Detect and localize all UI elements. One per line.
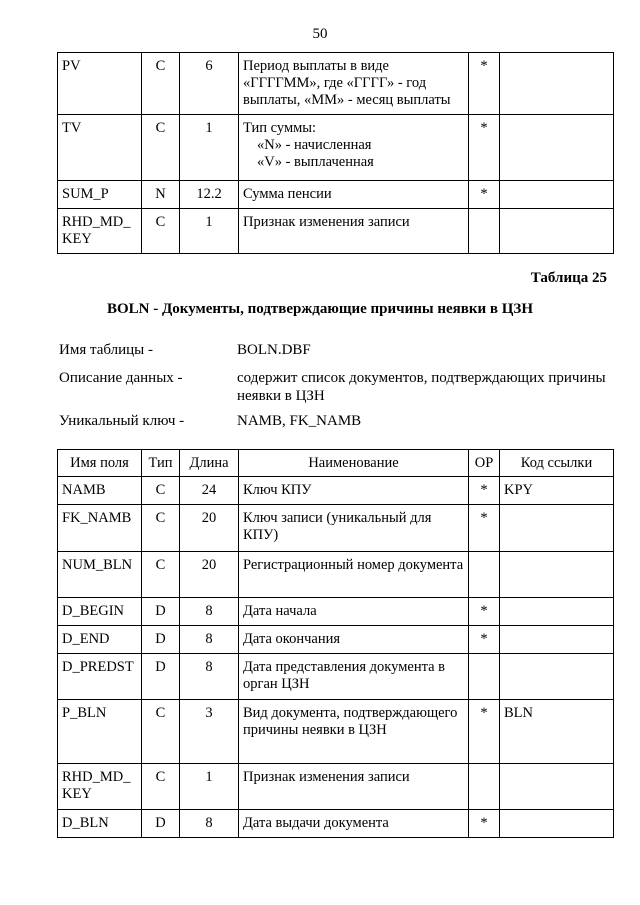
field-length-cell: 8: [180, 598, 239, 626]
header-length: Длина: [180, 450, 239, 477]
field-type-cell: C: [142, 53, 180, 115]
field-name-cell: D_BEGIN: [58, 598, 142, 626]
header-op: ОР: [469, 450, 500, 477]
field-length-cell: 6: [180, 53, 239, 115]
field-type-cell: C: [142, 552, 180, 598]
field-description-cell: Дата выдачи документа: [239, 810, 469, 838]
field-name-cell: NUM_BLN: [58, 552, 142, 598]
description-label: Описание данных -: [59, 370, 183, 386]
field-op-cell: *: [469, 810, 500, 838]
field-op-cell: [469, 209, 500, 254]
field-type-cell: C: [142, 477, 180, 505]
field-description-cell: Сумма пенсии: [239, 181, 469, 209]
field-description-cell: Ключ записи (уникальный для КПУ): [239, 505, 469, 552]
field-name-cell: SUM_P: [58, 181, 142, 209]
field-ref-cell: [500, 53, 614, 115]
table-row: [58, 115, 614, 181]
table-title: BOLN - Документы, подтверждающие причины неявки в ЦЗН: [106, 301, 534, 317]
field-ref-cell: KPY: [500, 477, 614, 505]
field-type-cell: C: [142, 700, 180, 764]
field-ref-cell: BLN: [500, 700, 614, 764]
field-ref-cell: [500, 654, 614, 700]
field-length-cell: 1: [180, 209, 239, 254]
field-type-cell: D: [142, 598, 180, 626]
field-length-cell: 20: [180, 552, 239, 598]
field-length-cell: 3: [180, 700, 239, 764]
table-row: [58, 552, 614, 598]
table-row: [58, 477, 614, 505]
field-length-cell: 1: [180, 115, 239, 181]
table-name-label: Имя таблицы -: [59, 342, 153, 358]
field-description-cell: Ключ КПУ: [239, 477, 469, 505]
field-name-cell: RHD_MD_ KEY: [58, 209, 142, 254]
field-op-cell: *: [469, 505, 500, 552]
table-row: [58, 53, 614, 115]
field-ref-cell: [500, 505, 614, 552]
field-ref-cell: [500, 209, 614, 254]
table-row: [58, 209, 614, 254]
field-type-cell: C: [142, 764, 180, 810]
unique-key-label: Уникальный ключ -: [59, 413, 185, 429]
unique-key-value: NAMB, FK_NAMB: [237, 413, 362, 429]
table-header-row: [58, 450, 614, 477]
field-length-cell: 8: [180, 654, 239, 700]
field-description-cell: Регистрационный номер документа: [239, 552, 469, 598]
table-row: [58, 505, 614, 552]
table-row: [58, 654, 614, 700]
field-op-cell: [469, 654, 500, 700]
field-description-cell: Признак изменения записи: [239, 209, 469, 254]
field-name-cell: D_BLN: [58, 810, 142, 838]
field-ref-cell: [500, 598, 614, 626]
field-op-cell: [469, 764, 500, 810]
field-op-cell: *: [469, 700, 500, 764]
field-description-cell: Период выплаты в виде «ГГГГММ», где «ГГГГ» - год выплаты, «ММ» - месяц выплаты: [239, 53, 469, 115]
field-name-cell: FK_NAMB: [58, 505, 142, 552]
field-op-cell: [469, 552, 500, 598]
field-type-cell: C: [142, 505, 180, 552]
field-type-cell: D: [142, 810, 180, 838]
field-op-cell: *: [469, 115, 500, 181]
field-description-cell: Дата окончания: [239, 626, 469, 654]
field-description-cell: Вид документа, подтверждающего причины неявки в ЦЗН: [239, 700, 469, 764]
field-name-cell: NAMB: [58, 477, 142, 505]
field-ref-cell: [500, 626, 614, 654]
description-value: содержит список документов, подтверждающих причины неявки в ЦЗН: [237, 370, 606, 404]
field-op-cell: *: [469, 53, 500, 115]
field-length-cell: 20: [180, 505, 239, 552]
table-row: [58, 598, 614, 626]
description-line: «N» - начисленная: [257, 137, 372, 153]
boln-fields-table: [57, 449, 614, 838]
field-name-cell: RHD_MD_ KEY: [58, 764, 142, 810]
field-ref-cell: [500, 810, 614, 838]
field-type-cell: C: [142, 115, 180, 181]
header-description: Наименование: [239, 450, 469, 477]
field-name-cell: P_BLN: [58, 700, 142, 764]
field-length-cell: 24: [180, 477, 239, 505]
field-name-cell: TV: [58, 115, 142, 181]
description-heading: Тип суммы:: [243, 120, 317, 136]
table-row: [58, 700, 614, 764]
description-line: «V» - выплаченная: [257, 154, 374, 170]
field-description-cell: [239, 115, 469, 181]
field-description-cell: Дата начала: [239, 598, 469, 626]
field-ref-cell: [500, 115, 614, 181]
header-ref-code: Код ссылки: [500, 450, 614, 477]
table-row: [58, 764, 614, 810]
field-length-cell: 12.2: [180, 181, 239, 209]
page-number: 50: [312, 26, 328, 42]
table-row: [58, 181, 614, 209]
field-op-cell: *: [469, 181, 500, 209]
header-type: Тип: [142, 450, 180, 477]
field-type-cell: N: [142, 181, 180, 209]
field-op-cell: *: [469, 477, 500, 505]
header-field-name: Имя поля: [58, 450, 142, 477]
field-op-cell: *: [469, 598, 500, 626]
table-row: [58, 626, 614, 654]
field-type-cell: C: [142, 209, 180, 254]
field-op-cell: *: [469, 626, 500, 654]
field-type-cell: D: [142, 626, 180, 654]
continued-fields-table: [57, 52, 614, 254]
field-description-cell: Признак изменения записи: [239, 764, 469, 810]
field-length-cell: 1: [180, 764, 239, 810]
table-row: [58, 810, 614, 838]
field-name-cell: D_PREDST: [58, 654, 142, 700]
field-length-cell: 8: [180, 810, 239, 838]
field-name-cell: PV: [58, 53, 142, 115]
field-description-cell: Дата представления документа в орган ЦЗН: [239, 654, 469, 700]
table-caption: Таблица 25: [530, 270, 607, 286]
field-name-cell: D_END: [58, 626, 142, 654]
field-length-cell: 8: [180, 626, 239, 654]
field-type-cell: D: [142, 654, 180, 700]
table-name-value: BOLN.DBF: [237, 342, 311, 358]
field-ref-cell: [500, 181, 614, 209]
field-ref-cell: [500, 552, 614, 598]
field-ref-cell: [500, 764, 614, 810]
